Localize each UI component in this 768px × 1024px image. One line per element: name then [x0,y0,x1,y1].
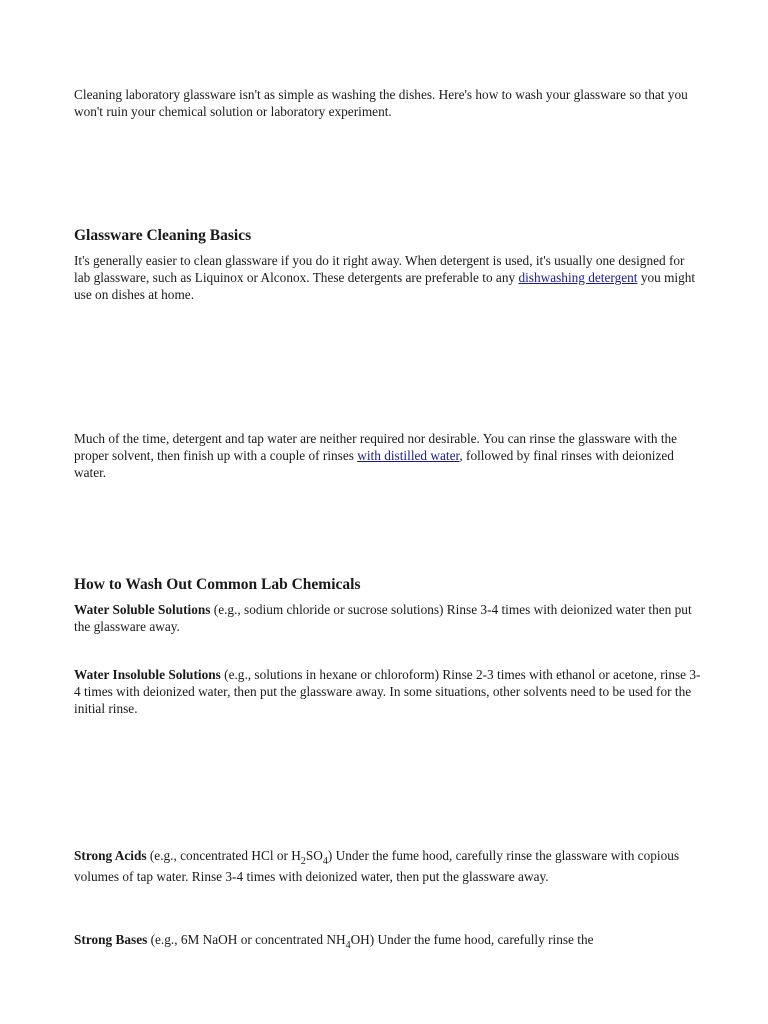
basics-p2-text-after: , followed by final rinses with deionized water. [74,448,674,480]
item-label: Strong Acids [74,848,147,863]
distilled-water-link[interactable]: with distilled water [357,448,460,463]
item-strong-bases [74,931,704,951]
item-text: (e.g., 6M NaOH or concentrated NH [147,932,346,947]
item-water-soluble [74,601,704,635]
item-label: Strong Bases [74,932,148,947]
basics-paragraph-2 [74,430,704,481]
basics-p1-text-before: It's generally easier to clean glassware if you do it right away. When detergent is used, it's usually one designed for lab glassware, such as Liquinox or Alconox. These detergents are preferable to any [74,253,685,285]
item-label: Water Insoluble Solutions [74,667,221,682]
dishwashing-detergent-link[interactable]: dishwashing detergent [518,270,638,285]
item-label: Water Soluble Solutions [74,602,211,617]
basics-p1-text-after: you might use on dishes at home. [74,270,696,302]
subscript: 4 [345,940,351,951]
item-text: ) Under the fume hood, carefully rinse the glassware with copious volumes of tap water. Rinse 3-4 times with deionized water, then put the glassware away. [74,848,680,884]
item-text: OH) Under the fume hood, carefully rinse the [350,932,594,947]
item-text: SO [305,848,323,863]
subscript: 4 [322,856,328,867]
item-water-insoluble [74,666,704,717]
item-text: (e.g., solutions in hexane or chloroform) Rinse 2-3 times with ethanol or acetone, rinse 3-4 times with deionized water, then put the glassware away. In some situations, other solvents need to be used for the initial rinse. [74,667,701,716]
subscript: 2 [300,856,306,867]
item-text: (e.g., sodium chloride or sucrose solutions) Rinse 3-4 times with deionized water then put the glassware away. [74,602,692,634]
basics-paragraph-1 [74,252,704,303]
basics-p2-text-before: Much of the time, detergent and tap water are neither required nor desirable. You can rinse the glassware with the proper solvent, then finish up with a couple of rinses [74,431,678,463]
heading-wash-common-lab-chemicals: How to Wash Out Common Lab Chemicals [74,576,361,593]
heading-glassware-cleaning-basics: Glassware Cleaning Basics [74,227,252,244]
intro-paragraph: Cleaning laboratory glassware isn't as simple as washing the dishes. Here's how to wash your glassware so that you won't ruin your chemical solution or laboratory experiment. [74,87,688,119]
item-strong-acids [74,845,704,887]
item-text: (e.g., concentrated HCl or H [146,848,301,863]
